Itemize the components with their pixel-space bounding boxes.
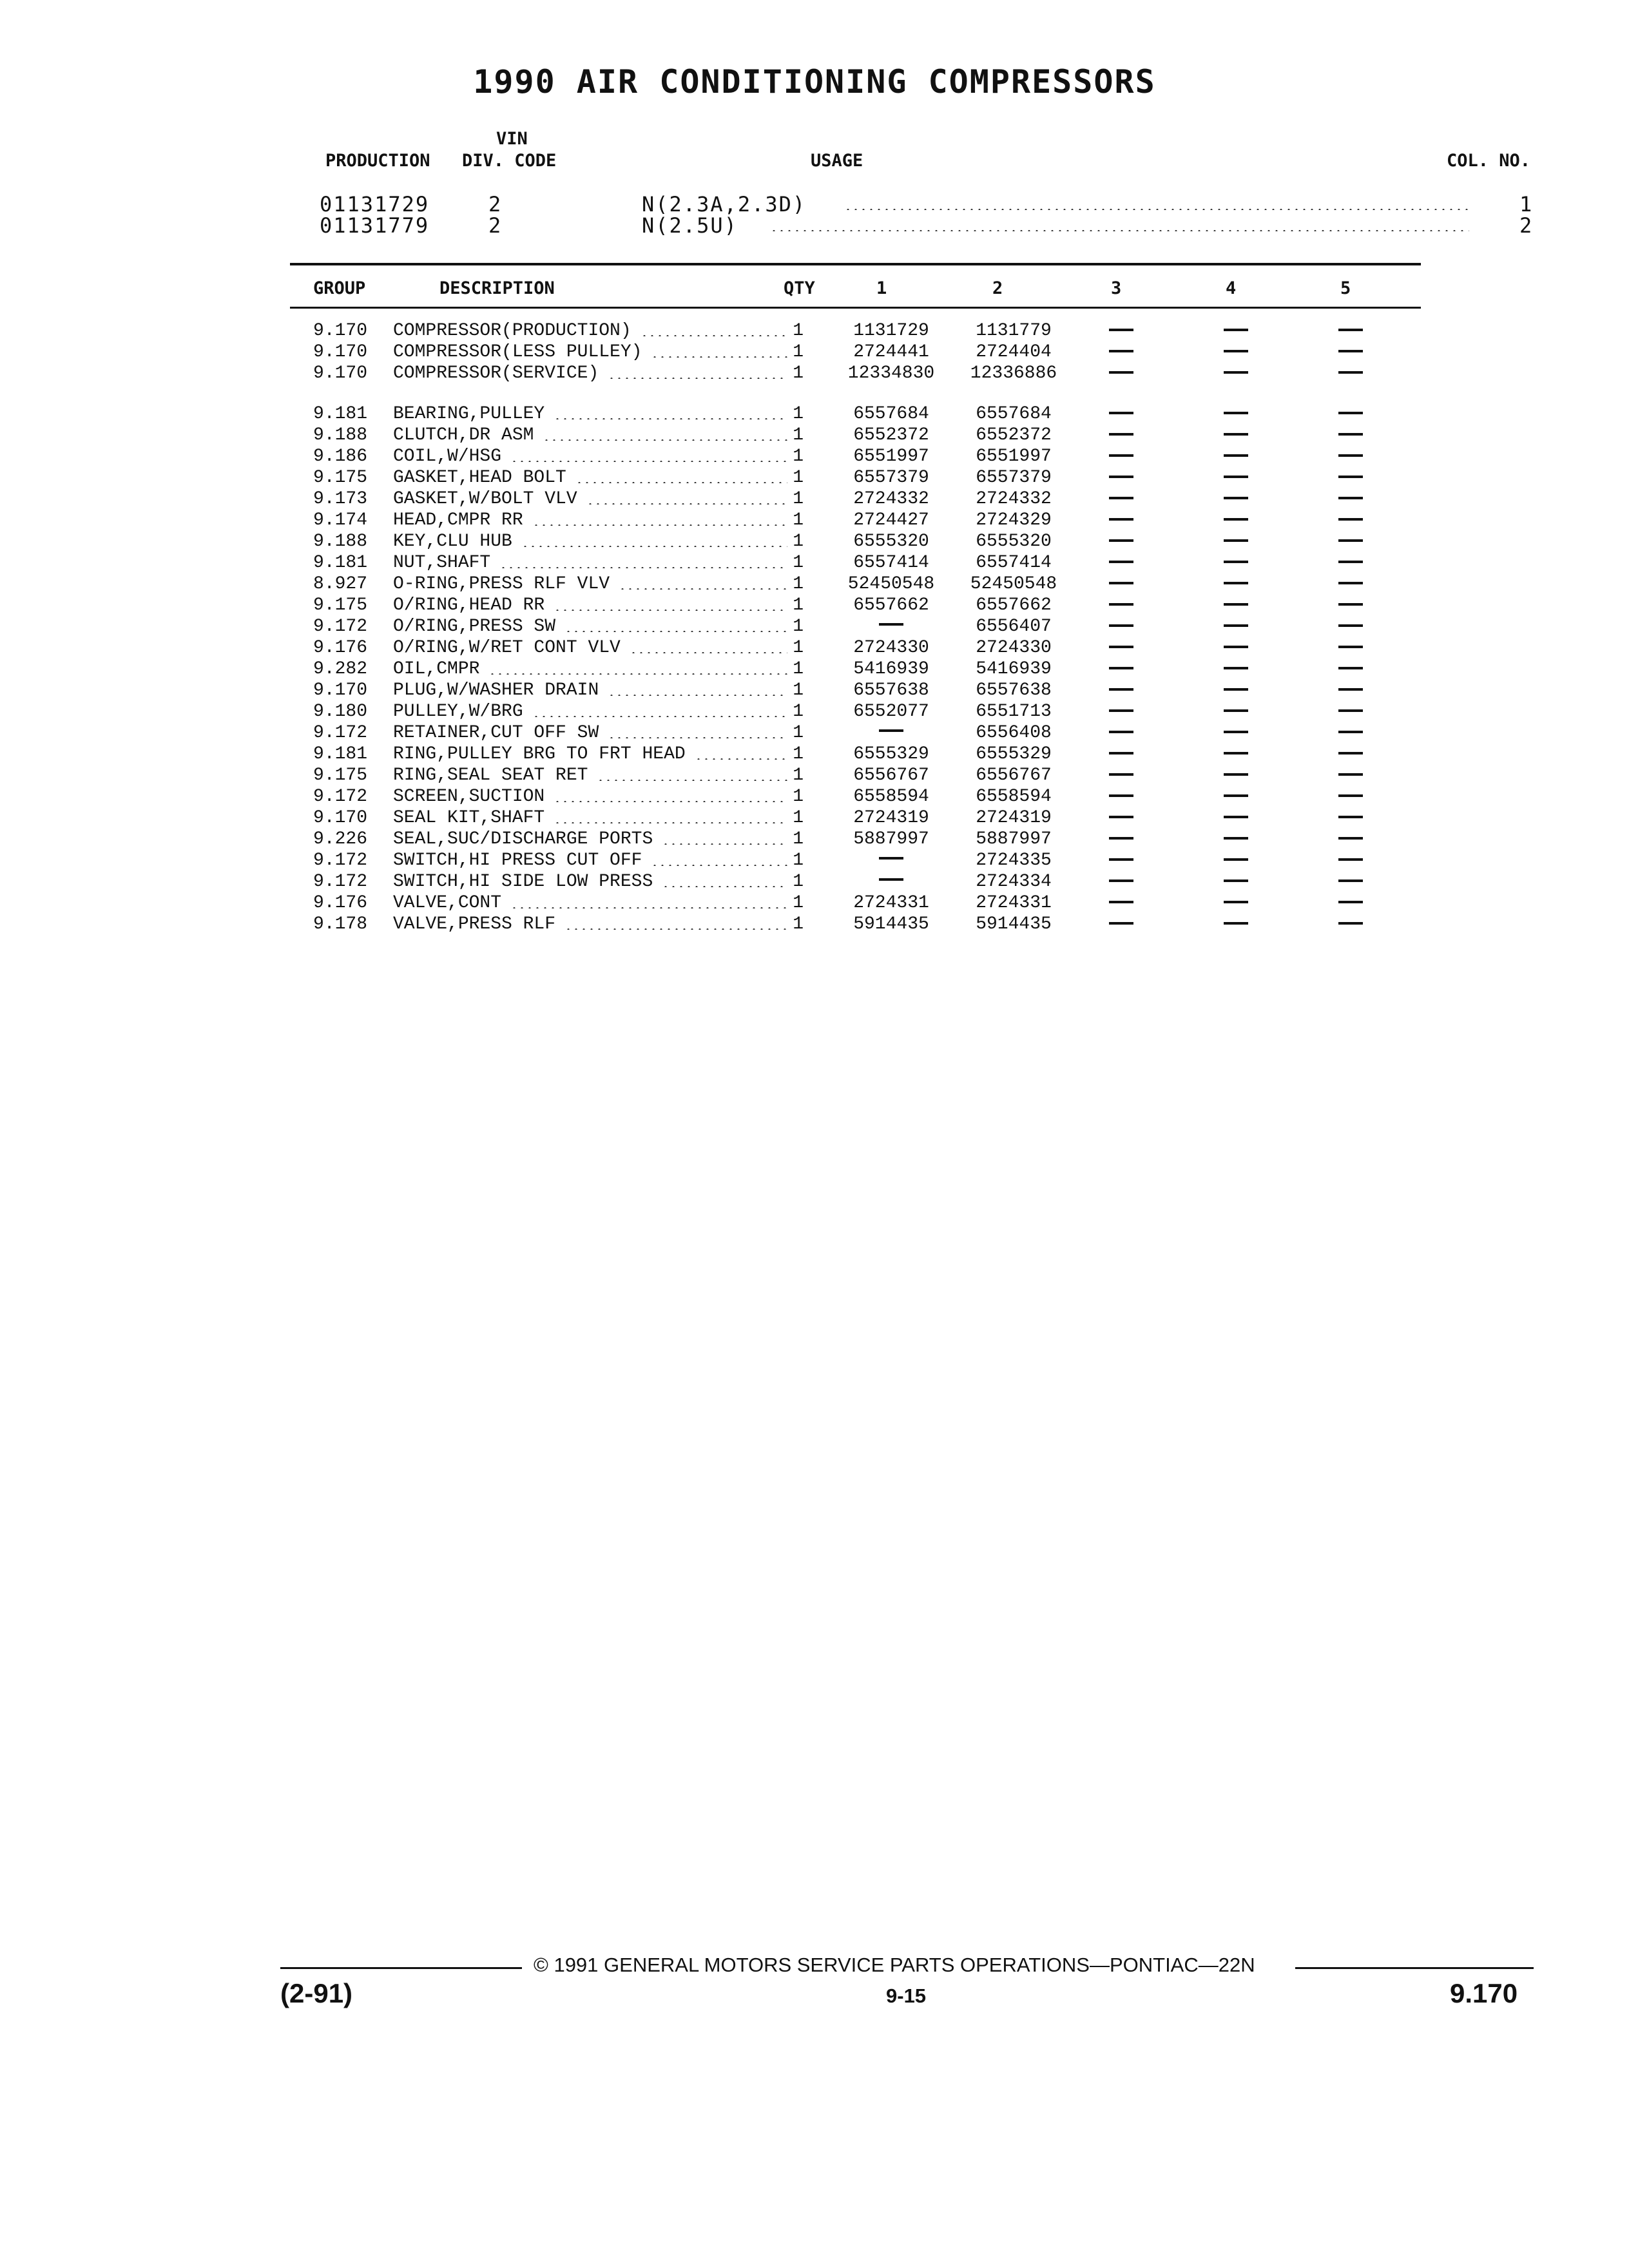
group-col-header: GROUP [313, 278, 366, 298]
group-number: 9.178 [313, 914, 368, 934]
footer-rule-right [1295, 1967, 1534, 1969]
quantity: 1 [793, 765, 804, 785]
empty-dash [1338, 922, 1363, 925]
part-number-col-2: 2724330 [976, 638, 1052, 658]
group-number: 9.188 [313, 532, 368, 552]
part-number-col-2: 2724329 [976, 510, 1052, 530]
part-description: CLUTCH,DR ASM [393, 425, 534, 445]
part-number-col-2: 6557414 [976, 553, 1052, 573]
date-code: (2-91) [280, 1978, 353, 2008]
part-number-col-1: 6558594 [853, 787, 929, 807]
empty-dash [1224, 858, 1248, 861]
empty-dash [1224, 837, 1248, 840]
group-number: 9.172 [313, 723, 368, 743]
part-number-col-1: 5914435 [853, 914, 929, 934]
group-number: 9.282 [313, 659, 368, 679]
dot-leader [575, 482, 787, 483]
quantity: 1 [793, 850, 804, 870]
group-number: 9.170 [313, 321, 368, 341]
quantity: 1 [793, 680, 804, 700]
empty-dash [1224, 624, 1248, 627]
group-number: 9.172 [313, 872, 368, 892]
part-number-col-1: 2724331 [853, 893, 929, 913]
empty-dash [1109, 688, 1133, 691]
group-number: 9.172 [313, 850, 368, 870]
part-number-col-2: 2724334 [976, 872, 1052, 892]
dot-leader [510, 907, 787, 908]
empty-dash [1338, 561, 1363, 563]
page-number: 9-15 [886, 1984, 927, 2007]
table-header-rule [290, 307, 1421, 309]
qty-col-header: QTY [784, 278, 815, 298]
group-number: 9.170 [313, 363, 368, 383]
part-number-col-2: 5914435 [976, 914, 1052, 934]
empty-dash [1224, 752, 1248, 754]
section-number: 9.170 [1450, 1978, 1518, 2008]
part-number-col-1: 1131729 [853, 321, 929, 341]
part-description: COMPRESSOR(LESS PULLEY) [393, 342, 642, 362]
empty-dash [1224, 476, 1248, 478]
group-number: 9.172 [313, 617, 368, 637]
empty-dash [1224, 582, 1248, 584]
empty-dash [1338, 350, 1363, 352]
description-col-header: DESCRIPTION [439, 278, 555, 298]
empty-dash [1109, 901, 1133, 903]
group-number: 9.172 [313, 787, 368, 807]
quantity: 1 [793, 893, 804, 913]
dot-leader [651, 865, 787, 866]
empty-dash [1338, 688, 1363, 691]
part-number-col-2: 6557379 [976, 468, 1052, 488]
empty-dash [1109, 794, 1133, 797]
empty-dash [1109, 837, 1133, 840]
dot-leader [532, 524, 787, 526]
part-number-col-1: 6556767 [853, 765, 929, 785]
empty-dash [879, 623, 903, 626]
part-description: GASKET,W/BOLT VLV [393, 489, 577, 509]
dot-leader [770, 230, 1469, 231]
empty-dash [1224, 646, 1248, 648]
empty-dash [1109, 752, 1133, 754]
part-description: PULLEY,W/BRG [393, 702, 523, 722]
empty-dash [1109, 879, 1133, 882]
quantity: 1 [793, 659, 804, 679]
empty-dash [1338, 709, 1363, 712]
page-title: 1990 AIR CONDITIONING COMPRESSORS [473, 63, 1156, 101]
group-number: 9.175 [313, 765, 368, 785]
dot-leader [521, 546, 787, 547]
col-4-header: 4 [1226, 278, 1237, 298]
empty-dash [1109, 731, 1133, 733]
empty-dash [1338, 603, 1363, 606]
empty-dash [879, 878, 903, 881]
dot-leader [608, 378, 787, 379]
group-number: 9.181 [313, 404, 368, 424]
part-number-col-1: 6557662 [853, 595, 929, 615]
group-number: 9.170 [313, 342, 368, 362]
empty-dash [1109, 371, 1133, 374]
dot-leader [586, 503, 787, 505]
empty-dash [1338, 371, 1363, 374]
part-number-col-1: 2724441 [853, 342, 929, 362]
empty-dash [1338, 476, 1363, 478]
column-number: 2 [1519, 213, 1534, 238]
part-number-col-1: 5887997 [853, 829, 929, 849]
empty-dash [1338, 794, 1363, 797]
empty-dash [1109, 603, 1133, 606]
empty-dash [879, 729, 903, 732]
dot-leader [543, 439, 787, 441]
empty-dash [1224, 922, 1248, 925]
empty-dash [1224, 539, 1248, 542]
dot-leader [532, 716, 787, 717]
empty-dash [1338, 412, 1363, 414]
part-number-col-2: 2724332 [976, 489, 1052, 509]
part-number-col-1: 6552372 [853, 425, 929, 445]
quantity: 1 [793, 702, 804, 722]
group-number: 9.181 [313, 553, 368, 573]
quantity: 1 [793, 872, 804, 892]
col-2-header: 2 [992, 278, 1003, 298]
empty-dash [1109, 646, 1133, 648]
part-description: SEAL KIT,SHAFT [393, 808, 545, 828]
footer-rule-left [280, 1967, 522, 1969]
production-number: 01131779 [320, 213, 430, 238]
empty-dash [1224, 603, 1248, 606]
empty-dash [1224, 433, 1248, 436]
part-number-col-2: 6556767 [976, 765, 1052, 785]
part-description: RING,PULLEY BRG TO FRT HEAD [393, 744, 686, 764]
dot-leader [608, 737, 787, 738]
dot-leader [695, 758, 787, 760]
empty-dash [1109, 582, 1133, 584]
dot-leader [597, 780, 787, 781]
part-description: KEY,CLU HUB [393, 532, 512, 552]
dot-leader [554, 418, 787, 419]
division-code: 2 [488, 192, 503, 216]
quantity: 1 [793, 787, 804, 807]
quantity: 1 [793, 638, 804, 658]
part-description: GASKET,HEAD BOLT [393, 468, 566, 488]
group-number: 9.226 [313, 829, 368, 849]
empty-dash [1224, 561, 1248, 563]
empty-dash [1224, 350, 1248, 352]
division-code: 2 [488, 213, 503, 238]
div-code-header: DIV. CODE [462, 151, 557, 171]
col-3-header: 3 [1111, 278, 1122, 298]
empty-dash [1109, 497, 1133, 499]
empty-dash [1109, 454, 1133, 457]
quantity: 1 [793, 363, 804, 383]
empty-dash [1224, 371, 1248, 374]
dot-leader [662, 886, 787, 887]
part-number-col-2: 6557684 [976, 404, 1052, 424]
empty-dash [1338, 816, 1363, 818]
col-no-header: COL. NO. [1447, 151, 1531, 171]
part-number-col-2: 52450548 [970, 574, 1057, 594]
usage-header: USAGE [811, 151, 863, 171]
group-number: 9.174 [313, 510, 368, 530]
part-number-col-2: 12336886 [970, 363, 1057, 383]
part-number-col-1: 2724427 [853, 510, 929, 530]
group-number: 9.180 [313, 702, 368, 722]
part-number-col-1: 6557684 [853, 404, 929, 424]
group-number: 9.175 [313, 595, 368, 615]
part-number-col-1: 2724332 [853, 489, 929, 509]
group-number: 9.186 [313, 447, 368, 466]
part-number-col-2: 2724335 [976, 850, 1052, 870]
part-number-col-2: 6555329 [976, 744, 1052, 764]
quantity: 1 [793, 808, 804, 828]
empty-dash [1338, 879, 1363, 882]
empty-dash [1338, 837, 1363, 840]
empty-dash [879, 857, 903, 860]
part-number-col-2: 6551713 [976, 702, 1052, 722]
empty-dash [1109, 667, 1133, 669]
group-number: 9.181 [313, 744, 368, 764]
part-description: COIL,W/HSG [393, 447, 502, 466]
quantity: 1 [793, 914, 804, 934]
empty-dash [1338, 454, 1363, 457]
empty-dash [1338, 539, 1363, 542]
empty-dash [1224, 412, 1248, 414]
part-description: SCREEN,SUCTION [393, 787, 545, 807]
part-number-col-1: 52450548 [847, 574, 935, 594]
quantity: 1 [793, 829, 804, 849]
dot-leader [651, 356, 787, 358]
empty-dash [1338, 624, 1363, 627]
empty-dash [1338, 731, 1363, 733]
empty-dash [1224, 454, 1248, 457]
empty-dash [1338, 646, 1363, 648]
empty-dash [1109, 922, 1133, 925]
col-5-header: 5 [1340, 278, 1351, 298]
empty-dash [1109, 773, 1133, 776]
empty-dash [1338, 582, 1363, 584]
usage-code: N(2.3A,2.3D) [642, 192, 807, 216]
dot-leader [554, 801, 787, 802]
quantity: 1 [793, 321, 804, 341]
part-description: O/RING,PRESS SW [393, 617, 556, 637]
empty-dash [1338, 329, 1363, 331]
part-number-col-2: 5887997 [976, 829, 1052, 849]
part-number-col-2: 6556408 [976, 723, 1052, 743]
part-number-col-2: 6555320 [976, 532, 1052, 552]
part-number-col-1: 6555329 [853, 744, 929, 764]
part-description: SEAL,SUC/DISCHARGE PORTS [393, 829, 653, 849]
part-number-col-2: 5416939 [976, 659, 1052, 679]
empty-dash [1109, 433, 1133, 436]
part-description: VALVE,PRESS RLF [393, 914, 556, 934]
part-description: NUT,SHAFT [393, 553, 491, 573]
dot-leader [564, 631, 787, 632]
usage-code: N(2.5U) [642, 213, 738, 238]
empty-dash [1109, 624, 1133, 627]
part-number-col-1: 6552077 [853, 702, 929, 722]
part-number-col-1: 5416939 [853, 659, 929, 679]
part-number-col-2: 6551997 [976, 447, 1052, 466]
part-description: VALVE,CONT [393, 893, 502, 913]
group-number: 9.176 [313, 638, 368, 658]
dot-leader [619, 588, 787, 590]
table-top-rule [290, 263, 1421, 265]
quantity: 1 [793, 617, 804, 637]
dot-leader [554, 822, 787, 823]
copyright-line: © 1991 GENERAL MOTORS SERVICE PARTS OPERATIONS—PONTIAC—22N [534, 1954, 1255, 1976]
empty-dash [1109, 561, 1133, 563]
dot-leader [499, 567, 787, 568]
part-number-col-2: 6558594 [976, 787, 1052, 807]
col-1-header: 1 [876, 278, 887, 298]
part-description: RING,SEAL SEAT RET [393, 765, 588, 785]
empty-dash [1224, 709, 1248, 712]
empty-dash [1338, 901, 1363, 903]
empty-dash [1224, 773, 1248, 776]
part-description: RETAINER,CUT OFF SW [393, 723, 599, 743]
quantity: 1 [793, 468, 804, 488]
group-number: 8.927 [313, 574, 368, 594]
part-description: SWITCH,HI SIDE LOW PRESS [393, 872, 653, 892]
empty-dash [1224, 731, 1248, 733]
part-description: BEARING,PULLEY [393, 404, 545, 424]
empty-dash [1109, 412, 1133, 414]
empty-dash [1109, 709, 1133, 712]
empty-dash [1224, 497, 1248, 499]
group-number: 9.170 [313, 680, 368, 700]
quantity: 1 [793, 553, 804, 573]
quantity: 1 [793, 510, 804, 530]
empty-dash [1109, 329, 1133, 331]
empty-dash [1338, 518, 1363, 521]
dot-leader [608, 695, 787, 696]
part-number-col-2: 1131779 [976, 321, 1052, 341]
part-number-col-1: 6557414 [853, 553, 929, 573]
dot-leader [630, 652, 787, 653]
dot-leader [564, 928, 787, 930]
empty-dash [1224, 901, 1248, 903]
empty-dash [1224, 518, 1248, 521]
dot-leader [488, 673, 787, 675]
empty-dash [1109, 350, 1133, 352]
part-number-col-1: 6555320 [853, 532, 929, 552]
part-number-col-2: 6556407 [976, 617, 1052, 637]
part-number-col-2: 2724319 [976, 808, 1052, 828]
part-number-col-2: 2724404 [976, 342, 1052, 362]
vin-header: VIN [496, 129, 528, 149]
empty-dash [1338, 667, 1363, 669]
dot-leader [641, 335, 787, 336]
empty-dash [1224, 794, 1248, 797]
empty-dash [1338, 773, 1363, 776]
part-description: COMPRESSOR(SERVICE) [393, 363, 599, 383]
empty-dash [1109, 816, 1133, 818]
group-number: 9.188 [313, 425, 368, 445]
empty-dash [1224, 329, 1248, 331]
quantity: 1 [793, 595, 804, 615]
part-number-col-2: 6557662 [976, 595, 1052, 615]
production-header: PRODUCTION [325, 151, 430, 171]
dot-leader [844, 209, 1469, 210]
quantity: 1 [793, 744, 804, 764]
empty-dash [1338, 858, 1363, 861]
production-number: 01131729 [320, 192, 430, 216]
empty-dash [1338, 433, 1363, 436]
empty-dash [1109, 539, 1133, 542]
group-number: 9.170 [313, 808, 368, 828]
empty-dash [1224, 879, 1248, 882]
quantity: 1 [793, 425, 804, 445]
part-number-col-1: 6557379 [853, 468, 929, 488]
part-description: PLUG,W/WASHER DRAIN [393, 680, 599, 700]
part-description: O/RING,W/RET CONT VLV [393, 638, 621, 658]
quantity: 1 [793, 489, 804, 509]
part-description: COMPRESSOR(PRODUCTION) [393, 321, 631, 341]
part-number-col-2: 2724331 [976, 893, 1052, 913]
group-number: 9.173 [313, 489, 368, 509]
dot-leader [662, 843, 787, 845]
empty-dash [1109, 858, 1133, 861]
quantity: 1 [793, 447, 804, 466]
empty-dash [1338, 497, 1363, 499]
empty-dash [1224, 667, 1248, 669]
part-number-col-1: 6557638 [853, 680, 929, 700]
part-description: OIL,CMPR [393, 659, 480, 679]
quantity: 1 [793, 342, 804, 362]
part-description: O-RING,PRESS RLF VLV [393, 574, 610, 594]
part-number-col-2: 6557638 [976, 680, 1052, 700]
group-number: 9.175 [313, 468, 368, 488]
part-description: HEAD,CMPR RR [393, 510, 523, 530]
empty-dash [1109, 518, 1133, 521]
column-number: 1 [1519, 192, 1534, 216]
empty-dash [1109, 476, 1133, 478]
group-number: 9.176 [313, 893, 368, 913]
dot-leader [554, 610, 787, 611]
part-number-col-1: 12334830 [847, 363, 935, 383]
quantity: 1 [793, 574, 804, 594]
part-number-col-1: 2724319 [853, 808, 929, 828]
part-description: O/RING,HEAD RR [393, 595, 545, 615]
dot-leader [510, 461, 787, 462]
part-number-col-1: 2724330 [853, 638, 929, 658]
empty-dash [1224, 816, 1248, 818]
quantity: 1 [793, 404, 804, 424]
quantity: 1 [793, 532, 804, 552]
part-number-col-1: 6551997 [853, 447, 929, 466]
part-number-col-2: 6552372 [976, 425, 1052, 445]
quantity: 1 [793, 723, 804, 743]
empty-dash [1338, 752, 1363, 754]
empty-dash [1224, 688, 1248, 691]
part-description: SWITCH,HI PRESS CUT OFF [393, 850, 642, 870]
